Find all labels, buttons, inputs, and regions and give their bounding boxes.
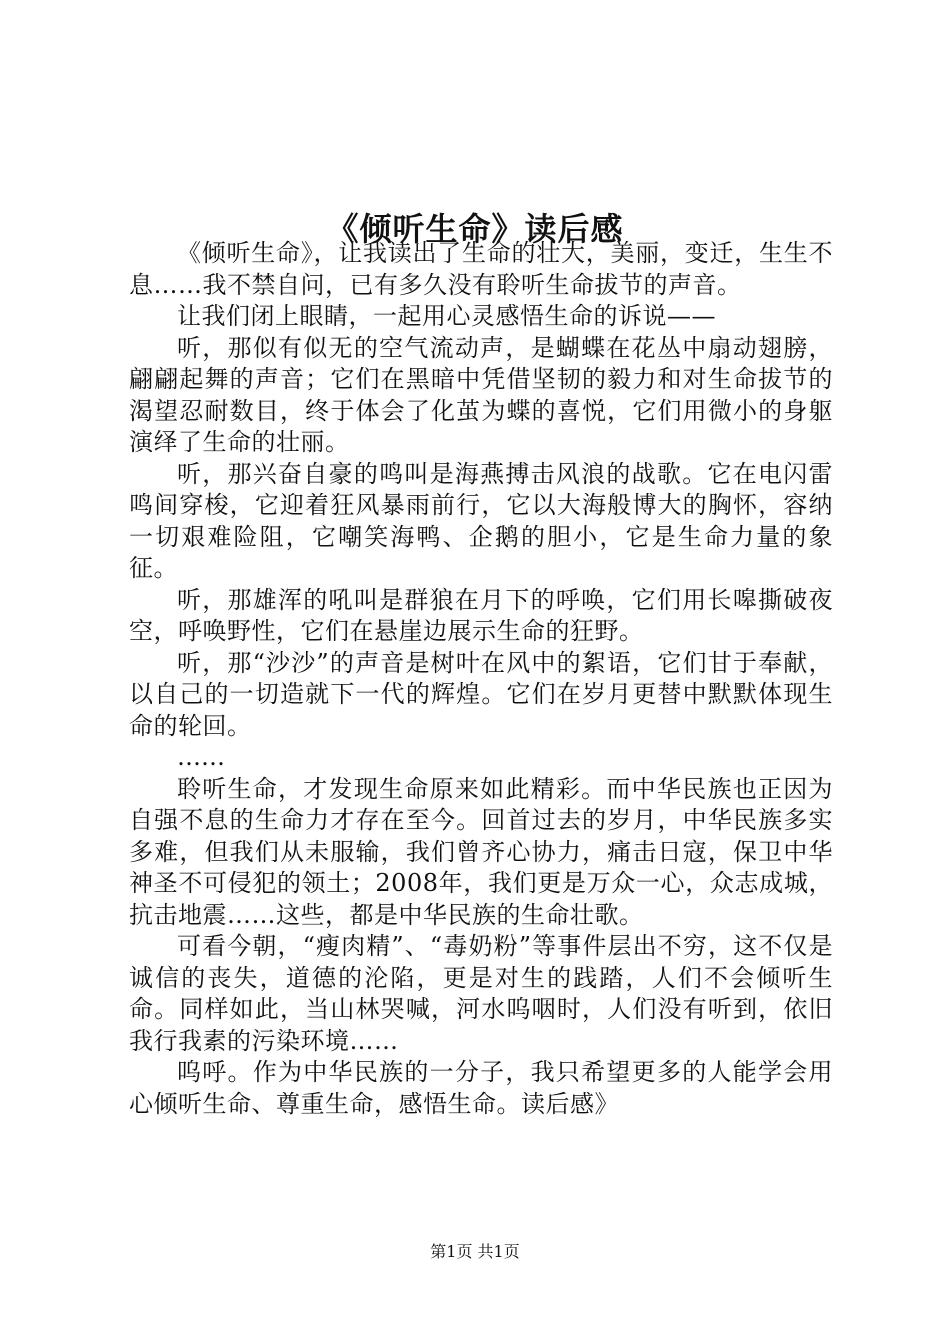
document-title: 《倾听生命》读后感 [326, 210, 624, 249]
paragraph-4: 听，那兴奋自豪的鸣叫是海燕搏击风浪的战歌。它在电闪雷鸣间穿梭，它迎着狂风暴雨前行，它以大海般博大的胸怀，容纳一切艰难险阻，它嘲笑海鸭、企鹅的胆小，它是生命力量的象征。 [129, 459, 833, 582]
paragraph-3: 听，那似有似无的空气流动声，是蝴蝶在花丛中扇动翅膀，翩翩起舞的声音；它们在黑暗中凭借坚韧的毅力和对生命拔节的渴望忍耐数目，终于体会了化茧为蝶的喜悦，它们用微小的身躯演绎了生命的壮丽。 [129, 333, 833, 456]
paragraph-8: 聆听生命，才发现生命原来如此精彩。而中华民族也正因为自强不息的生命力才存在至今。回首过去的岁月，中华民族多实多难，但我们从未服输，我们曾齐心协力，痛击日寇，保卫中华神圣不可侵犯的领土；2008年，我们更是万众一心，众志成城，抗击地震……这些，都是中华民族的生命壮歌。 [129, 774, 833, 929]
paragraph-6: 听，那“沙沙”的声音是树叶在风中的絮语，它们甘于奉献，以自己的一切造就下一代的辉煌。它们在岁月更替中默默体现生命的轮回。 [129, 648, 833, 740]
paragraph-2: 让我们闭上眼睛，一起用心灵感悟生命的诉说—— [177, 302, 716, 330]
paragraph-1: 《倾听生命》，让我读出了生命的壮大，美丽，变迁，生生不息……我不禁自问，已有多久没有聆听生命拔节的声音。 [129, 239, 833, 299]
paragraph-9: 可看今朝，“瘦肉精”、“毒奶粉”等事件层出不穷，这不仅是诚信的丧失，道德的沦陷，更是对生的践踏，人们不会倾听生命。同样如此，当山林哭喊，河水呜咽时，人们没有听到，依旧我行我素的污染环境…… [129, 932, 833, 1055]
paragraph-ellipsis: …… [177, 743, 225, 771]
page-footer: 第1页 共1页 [430, 1242, 520, 1261]
paragraph-5: 听，那雄浑的吼叫是群狼在月下的呼唤，它们用长嗥撕破夜空，呼唤野性，它们在悬崖边展示生命的狂野。 [129, 585, 833, 645]
paragraph-10: 呜呼。作为中华民族的一分子，我只希望更多的人能学会用心倾听生命、尊重生命，感悟生命。读后感》 [129, 1058, 833, 1118]
document-body [129, 238, 833, 1120]
